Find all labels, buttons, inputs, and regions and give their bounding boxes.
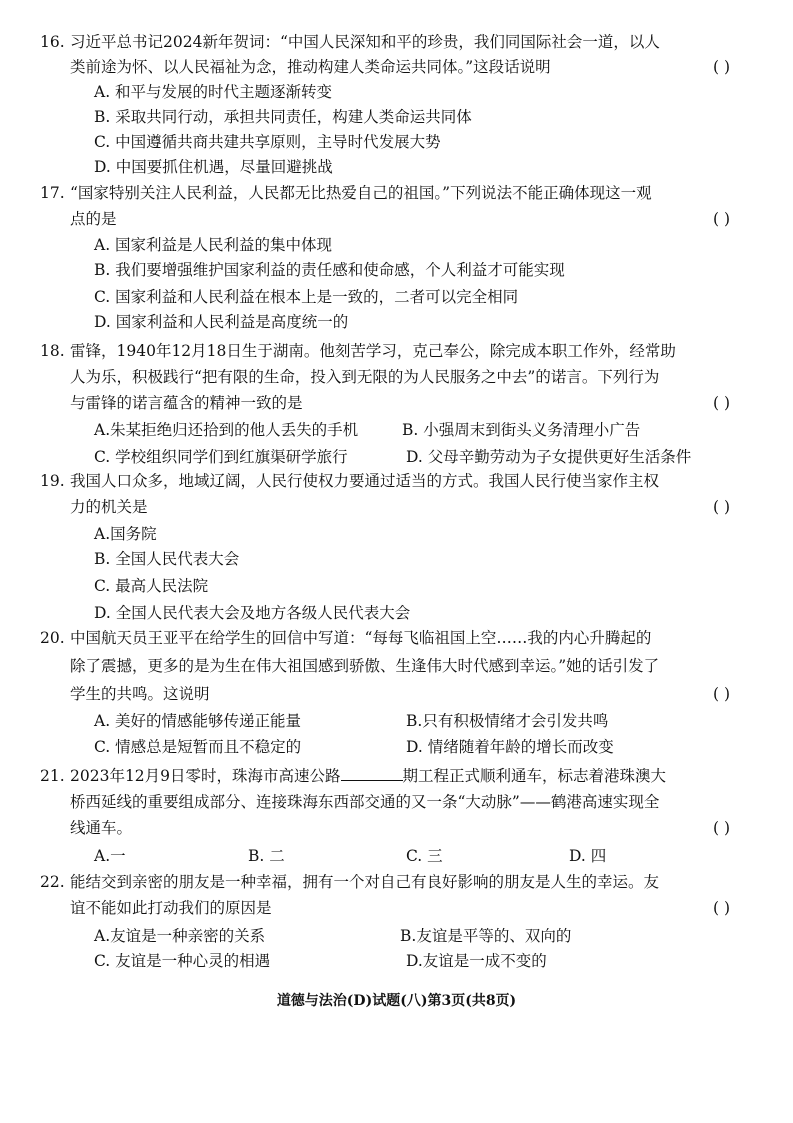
q16-number: 16. <box>40 33 65 51</box>
q22-option-b: B.友谊是平等的、双向的 <box>400 927 572 945</box>
q20-stem-line-1 <box>40 626 730 650</box>
q18-stem-text-2: 人为乐，积极践行“把有限的生命，投入到无限的为人民服务之中去”的诺言。下列行为 <box>70 368 660 386</box>
q17-number: 17. <box>40 184 65 202</box>
q19-option-b: B. 全国人民代表大会 <box>94 550 240 568</box>
q21-stem-line-2 <box>70 790 730 814</box>
q16-stem-text-1: 习近平总书记2024新年贺词：“中国人民深知和平的珍贵，我们同国际社会一道，以人 <box>70 33 660 51</box>
q19-option-c: C. 最高人民法院 <box>94 577 209 595</box>
q18-number: 18. <box>40 342 65 360</box>
q22-stem-line-1 <box>40 870 730 894</box>
q22-stem-line-2 <box>70 896 730 920</box>
page-footer: 道德与法治(D)试题(八)第3页(共8页) <box>276 993 517 1009</box>
q21-stem-text-2: 桥西延线的重要组成部分、连接珠海东西部交通的又一条“大动脉”——鹤港高速实现全 <box>70 793 660 811</box>
q18-option-b: B. 小强周末到街头义务清理小广告 <box>402 421 641 439</box>
q16-option-b: B. 采取共同行动，承担共同责任，构建人类命运共同体 <box>94 108 472 126</box>
q21-stem-line-3 <box>70 816 730 840</box>
q18-stem-line-3 <box>70 391 730 415</box>
q19-stem-text-1: 我国人口众多，地域辽阔，人民行使权力要通过适当的方式。我国人民行使当家作主权 <box>70 472 660 490</box>
q21-number: 21. <box>40 767 65 785</box>
q19-number: 19. <box>40 472 65 490</box>
q20-stem-line-2 <box>70 654 730 678</box>
q17-option-a: A. 国家利益是人民利益的集中体现 <box>94 236 333 254</box>
q17-stem-text-2: 点的是 <box>70 210 117 228</box>
q22-number: 22. <box>40 873 65 891</box>
q21-option-c: C. 三 <box>406 847 443 865</box>
q17-option-d: D. 国家利益和人民利益是高度统一的 <box>94 313 349 331</box>
q20-stem-text-2: 除了震撼，更多的是为生在伟大祖国感到骄傲、生逢伟大时代感到幸运。”她的话引发了 <box>70 657 660 675</box>
q20-option-a: A. 美好的情感能够传递正能量 <box>94 712 302 730</box>
q21-stem-text-3: 线通车。 <box>70 819 133 837</box>
q18-stem-text-3: 与雷锋的诺言蕴含的精神一致的是 <box>70 394 303 412</box>
q19-option-d: D. 全国人民代表大会及地方各级人民代表大会 <box>94 604 411 622</box>
q19-stem-text-2: 力的机关是 <box>70 498 148 516</box>
q19-stem-line-2 <box>70 495 730 519</box>
q18-stem-line-2 <box>70 365 730 389</box>
q20-option-d: D. 情绪随着年龄的增长而改变 <box>406 738 614 756</box>
q21-answer-paren[interactable]: ( ) <box>712 819 730 837</box>
q16-stem-line-2 <box>70 55 730 79</box>
q22-option-d: D.友谊是一成不变的 <box>406 952 547 970</box>
q22-answer-paren[interactable]: ( ) <box>712 899 730 917</box>
q16-option-c: C. 中国遵循共商共建共享原则，主导时代发展大势 <box>94 133 441 151</box>
q22-option-a: A.友谊是一种亲密的关系 <box>94 927 266 945</box>
q20-stem-text-1: 中国航天员王亚平在给学生的回信中写道：“每每飞临祖国上空……我的内心升腾起的 <box>70 629 652 647</box>
q17-stem-text-1: “国家特别关注人民利益，人民都无比热爱自己的祖国。”下列说法不能正确体现这一观 <box>70 184 652 202</box>
q21-fill-blank[interactable] <box>341 766 403 781</box>
q21-option-b: B. 二 <box>248 847 285 865</box>
q17-stem-line-2 <box>70 207 730 231</box>
q22-stem-text-1: 能结交到亲密的朋友是一种幸福，拥有一个对自己有良好影响的朋友是人生的幸运。友 <box>70 873 660 891</box>
q22-option-c: C. 友谊是一种心灵的相遇 <box>94 952 271 970</box>
q16-answer-paren[interactable]: ( ) <box>712 58 730 76</box>
q16-stem-line-1 <box>40 30 730 54</box>
q20-answer-paren[interactable]: ( ) <box>712 685 730 703</box>
q20-option-b: B.只有积极情绪才会引发共鸣 <box>406 712 609 730</box>
q18-stem-text-1: 雷锋，1940年12月18日生于湖南。他刻苦学习，克己奉公，除完成本职工作外，经常助 <box>70 342 676 360</box>
q22-stem-text-2: 谊不能如此打动我们的原因是 <box>70 899 272 917</box>
q19-answer-paren[interactable]: ( ) <box>712 498 730 516</box>
q18-option-c: C. 学校组织同学们到红旗渠研学旅行 <box>94 448 348 466</box>
q17-option-b: B. 我们要增强维护国家利益的责任感和使命感，个人利益才可能实现 <box>94 261 565 279</box>
q20-stem-line-3 <box>70 682 730 706</box>
q21-stem-text-1b: 期工程正式顺利通车，标志着港珠澳大 <box>402 767 667 785</box>
q16-option-d: D. 中国要抓住机遇，尽量回避挑战 <box>94 158 333 176</box>
q21-stem-text-1a: 2023年12月9日零时，珠海市高速公路 <box>70 767 341 785</box>
q20-number: 20. <box>40 629 65 647</box>
q16-option-a: A. 和平与发展的时代主题逐渐转变 <box>94 83 333 101</box>
q21-stem-line-1 <box>40 764 730 788</box>
q18-answer-paren[interactable]: ( ) <box>712 394 730 412</box>
q18-stem-line-1 <box>40 339 730 363</box>
q17-stem-line-1 <box>40 181 730 205</box>
q17-answer-paren[interactable]: ( ) <box>712 210 730 228</box>
q21-option-d: D. 四 <box>569 847 607 865</box>
q20-stem-text-3: 学生的共鸣。这说明 <box>70 685 210 703</box>
q16-stem-text-2: 类前途为怀、以人民福祉为念，推动构建人类命运共同体。”这段话说明 <box>70 58 551 76</box>
q19-option-a: A.国务院 <box>94 525 157 543</box>
q17-option-c: C. 国家利益和人民利益在根本上是一致的，二者可以完全相同 <box>94 288 519 306</box>
q18-option-d: D. 父母辛勤劳动为子女提供更好生活条件 <box>406 448 692 466</box>
q20-option-c: C. 情感总是短暂而且不稳定的 <box>94 738 302 756</box>
q21-option-a: A.一 <box>94 847 126 865</box>
q18-option-a: A.朱某拒绝归还拾到的他人丢失的手机 <box>94 421 359 439</box>
q19-stem-line-1 <box>40 469 730 493</box>
